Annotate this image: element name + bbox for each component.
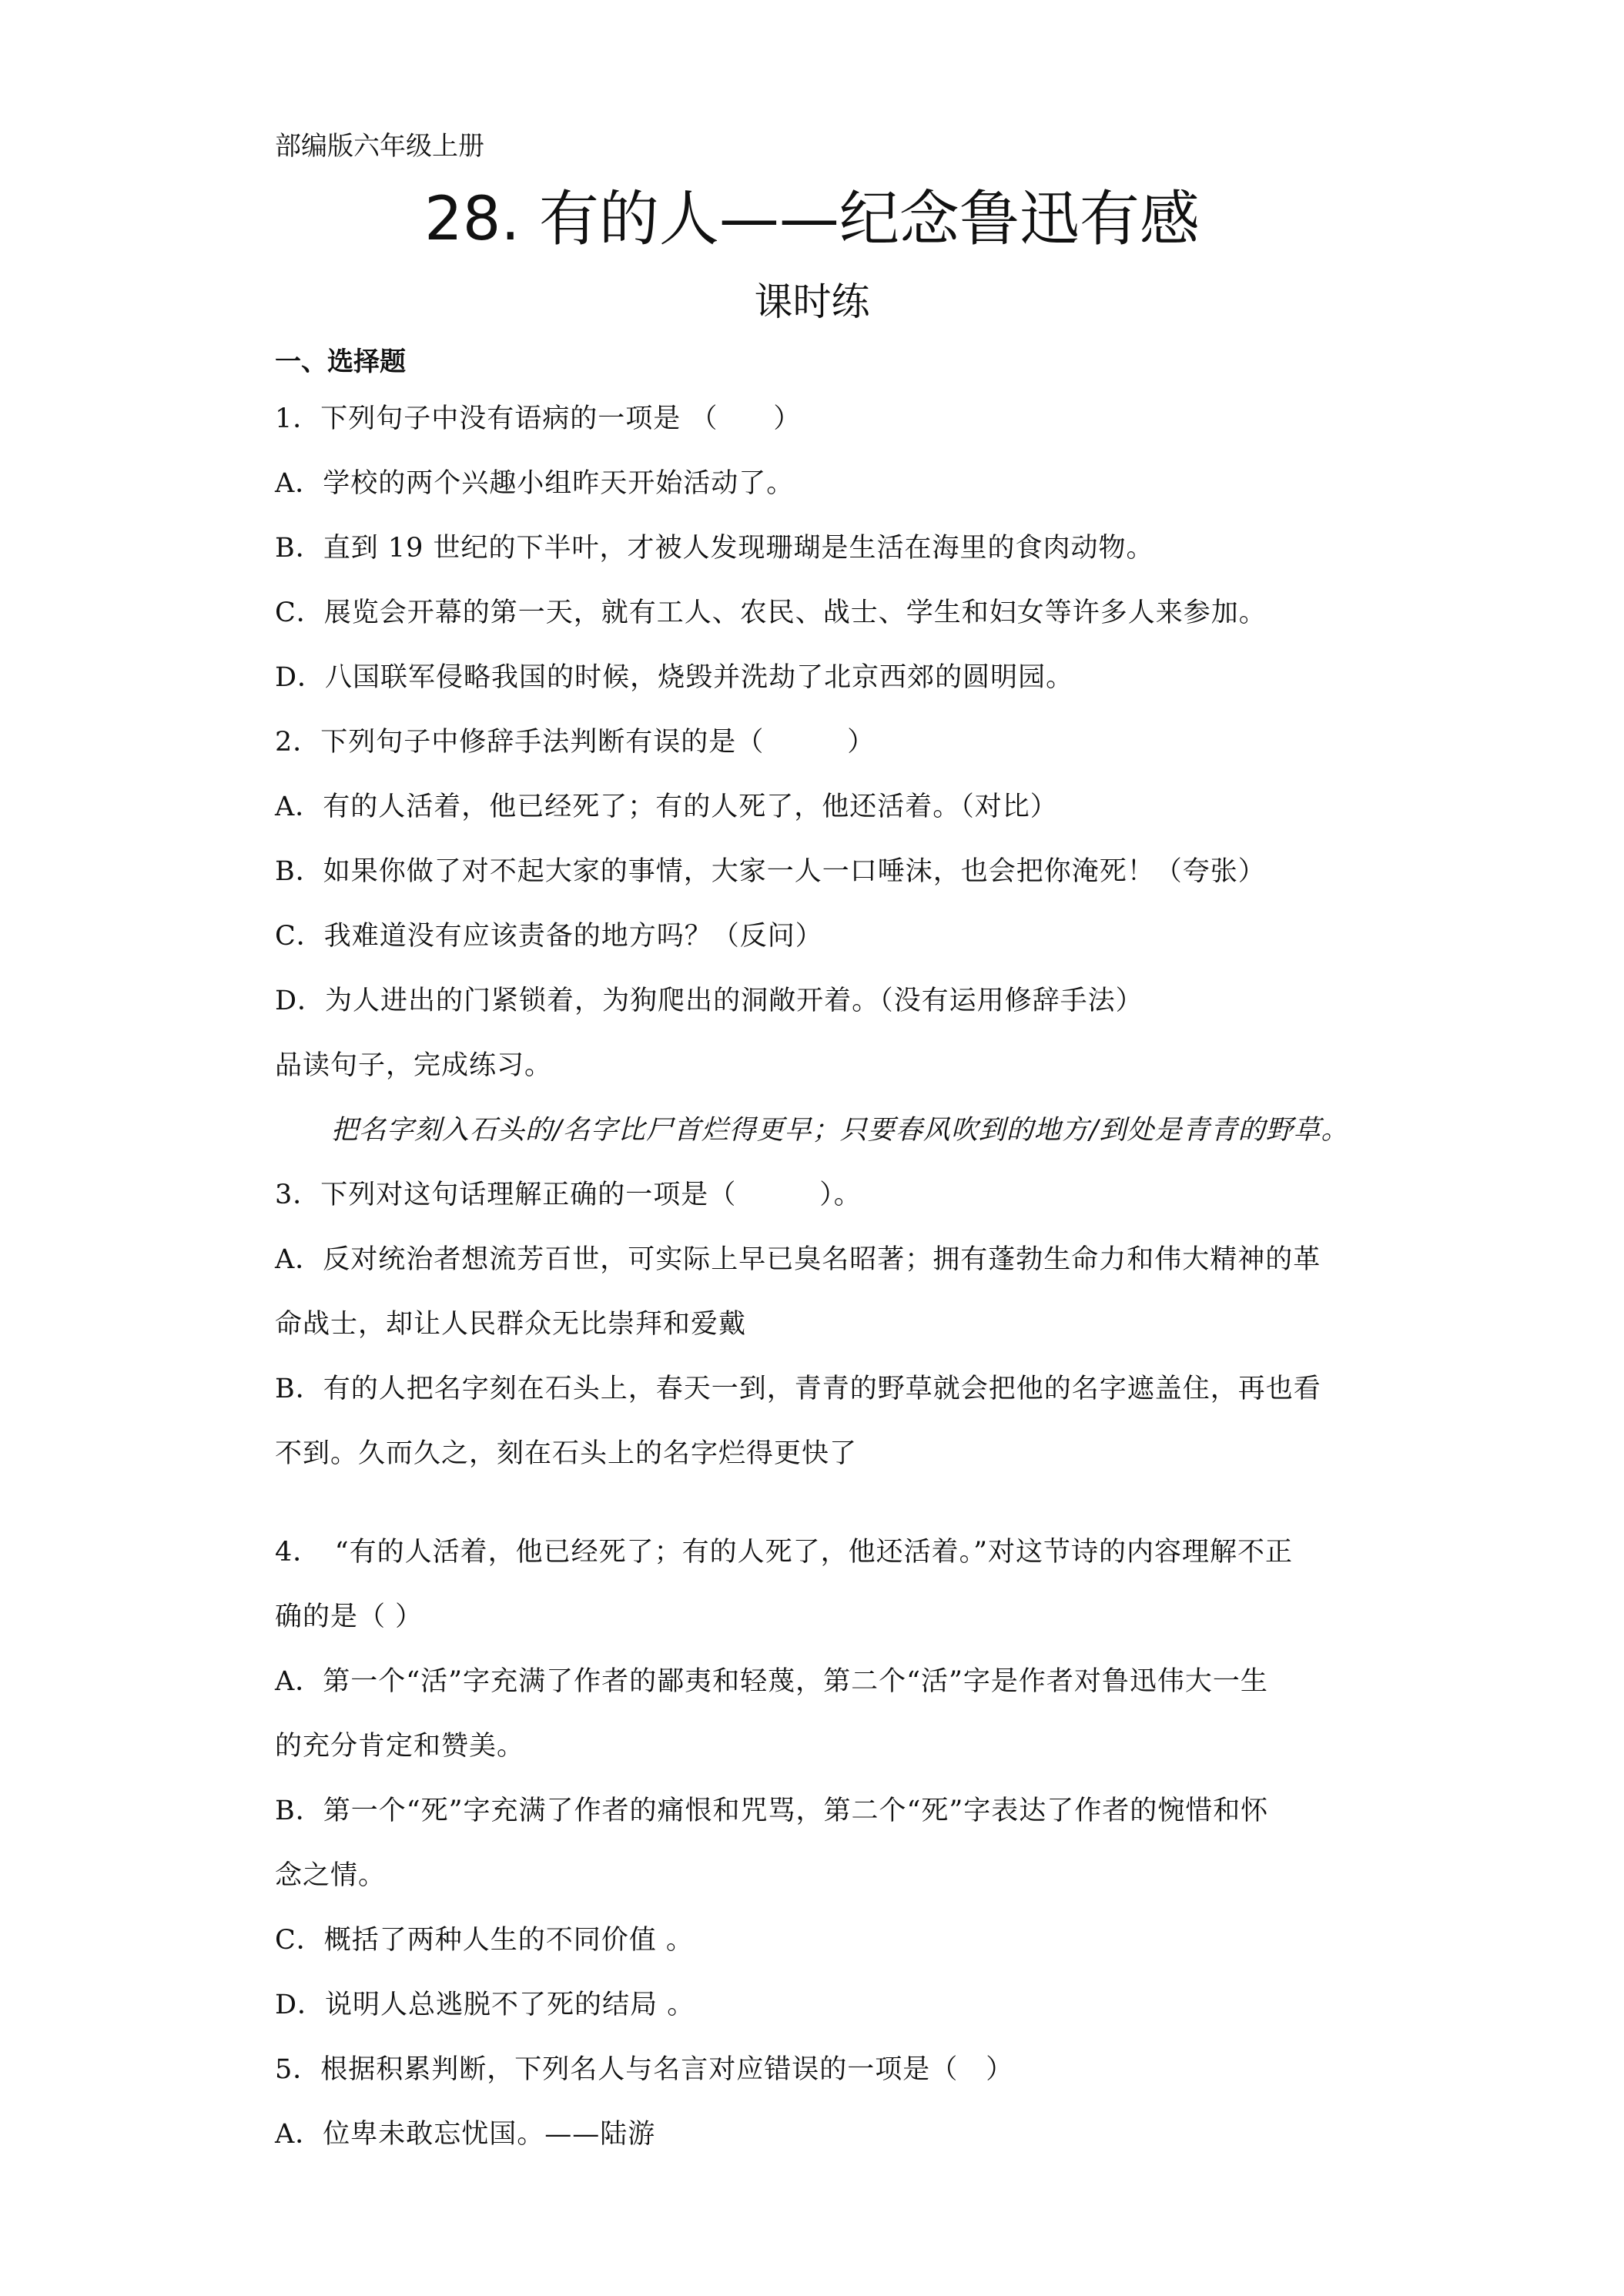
q4-stem-line2: 确的是（ ） xyxy=(275,1602,424,1632)
q4-option-d: D．说明人总逃脱不了死的结局 。 xyxy=(275,1990,695,2020)
q3-stem: 3．下列对这句话理解正确的一项是（ ）。 xyxy=(275,1180,862,1210)
q4-option-b-line2: 念之情。 xyxy=(275,1860,387,1891)
page-subtitle: 课时练 xyxy=(754,279,870,324)
q4-option-b-line1: B．第一个“死”字充满了作者的痛恨和咒骂，第二个“死”字表达了作者的惋惜和怀 xyxy=(275,1796,1269,1826)
q4-stem-line1: 4． “有的人活着，他已经死了；有的人死了，他还活着。”对这节诗的内容理解不正 xyxy=(275,1537,1294,1568)
q5-stem: 5．根据积累判断，下列名人与名言对应错误的一项是（ ） xyxy=(275,2054,1014,2085)
q1-option-a: A．学校的两个兴趣小组昨天开始活动了。 xyxy=(275,468,795,499)
page-title: 28. 有的人——纪念鲁迅有感 xyxy=(424,185,1200,254)
q5-option-a: A．位卑未敢忘忧国。——陆游 xyxy=(275,2119,656,2150)
subject-label: 部编版六年级上册 xyxy=(275,131,484,162)
q2-option-b: B．如果你做了对不起大家的事情，大家一人一口唾沫，也会把你淹死！（夸张） xyxy=(275,856,1266,887)
q1-option-d: D．八国联军侵略我国的时候，烧毁并洗劫了北京西郊的圆明园。 xyxy=(275,662,1074,693)
q2-option-d: D．为人进出的门紧锁着，为狗爬出的洞敞开着。（没有运用修辞手法） xyxy=(275,986,1143,1016)
q3-option-b-line1: B．有的人把名字刻在石头上，春天一到，青青的野草就会把他的名字遮盖住，再也看 xyxy=(275,1374,1321,1404)
q2-stem: 2．下列句子中修辞手法判断有误的是（ ） xyxy=(275,727,876,758)
q4-option-a-line1: A．第一个“活”字充满了作者的鄙夷和轻蔑，第二个“活”字是作者对鲁迅伟大一生 xyxy=(275,1666,1268,1697)
reading-intro: 品读句子，完成练习。 xyxy=(275,1050,553,1081)
q4-option-a-line2: 的充分肯定和赞美。 xyxy=(275,1731,525,1762)
q1-option-b: B．直到 19 世纪的下半叶，才被人发现珊瑚是生活在海里的食肉动物。 xyxy=(275,533,1154,564)
q1-stem: 1．下列句子中没有语病的一项是 （ ） xyxy=(275,403,802,434)
q3-option-a-line2: 命战士，却让人民群众无比崇拜和爱戴 xyxy=(275,1309,747,1340)
q3-option-a-line1: A．反对统治者想流芳百世，可实际上早已臭名昭著；拥有蓬勃生命力和伟大精神的革 xyxy=(275,1244,1321,1275)
q1-option-c: C．展览会开幕的第一天，就有工人、农民、战士、学生和妇女等许多人来参加。 xyxy=(275,597,1267,628)
reading-quote: 把名字刻入石头的/名字比尸首烂得更早；只要春风吹到的地方/到处是青青的野草。 xyxy=(331,1115,1349,1146)
section-heading: 一、选择题 xyxy=(275,346,406,377)
q3-option-b-line2: 不到。久而久之，刻在石头上的名字烂得更快了 xyxy=(275,1438,858,1469)
q4-option-c: C．概括了两种人生的不同价值 。 xyxy=(275,1925,694,1956)
q2-option-c: C．我难道没有应该责备的地方吗？（反问） xyxy=(275,921,823,952)
q2-option-a: A．有的人活着，他已经死了；有的人死了，他还活着。（对比） xyxy=(275,792,1058,822)
